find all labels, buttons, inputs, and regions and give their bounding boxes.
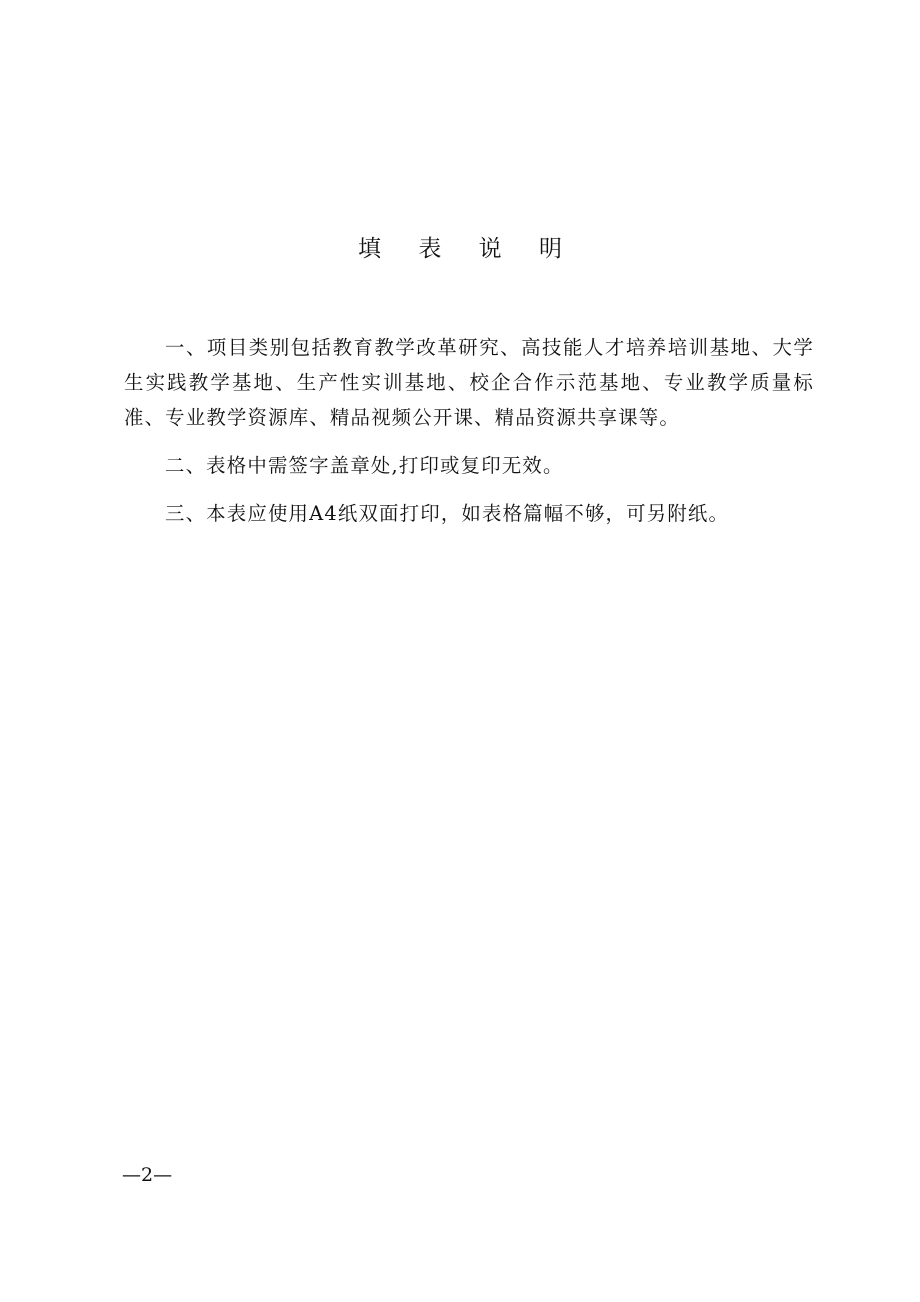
page-number: —2— (122, 1164, 173, 1186)
instructions-body (124, 330, 814, 544)
instruction-paragraph-3: 三、本表应使用A4纸双面打印，如表格篇幅不够，可另附纸。 (165, 502, 730, 525)
instruction-paragraph-2: 二、表格中需签字盖章处,打印或复印无效。 (165, 454, 564, 477)
document-title: 填 表 说 明 (358, 236, 577, 262)
instruction-paragraph-1: 一、项目类别包括教育教学改革研究、高技能人才培养培训基地、大学生实践教学基地、生产性实训基地、校企合作示范基地、专业教学质量标准、专业教学资源库、精品视频公开课、精品资源共享课等。 (124, 336, 814, 429)
